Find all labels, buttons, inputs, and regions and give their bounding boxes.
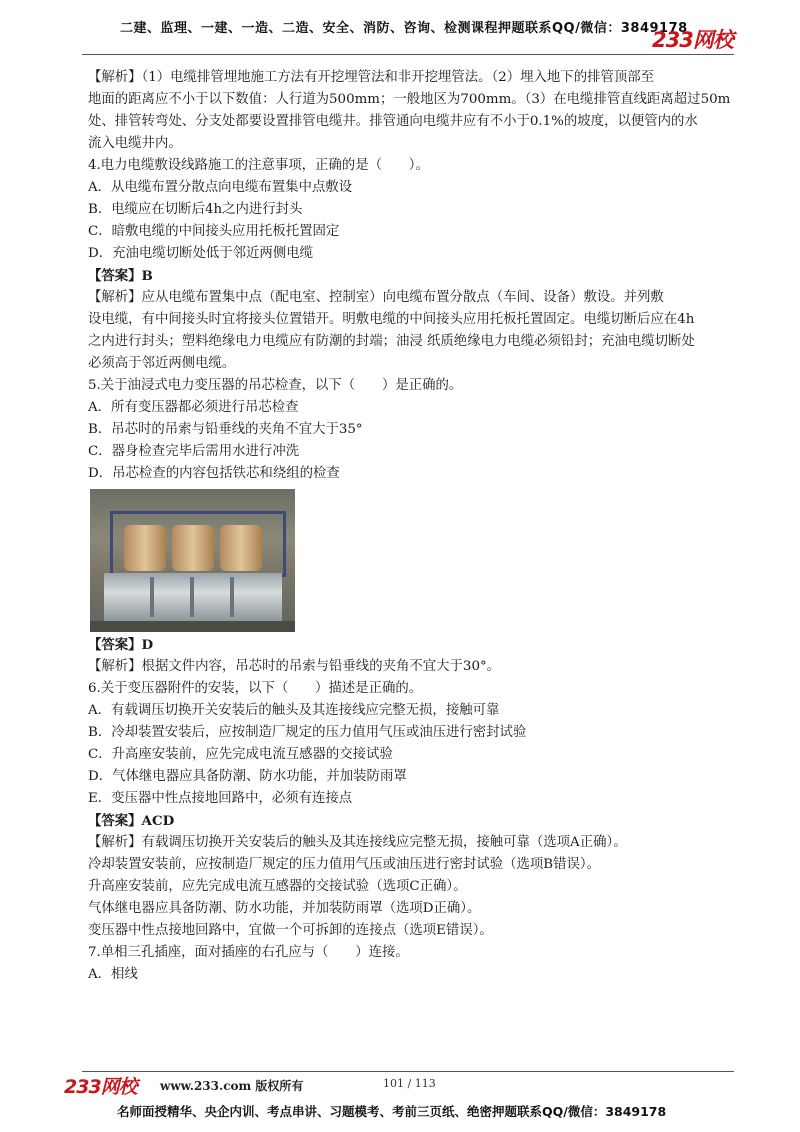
q4-option-b: B．电缆应在切断后4h之内进行封头	[88, 202, 303, 217]
coil-middle	[172, 525, 214, 571]
explanation-q3-line2: 地面的距离应不小于以下数值：人行道为500mm；一般地区为700mm。（3）在电缆排管直线距离超过50m	[88, 92, 731, 107]
question-7: 7.单相三孔插座，面对插座的右孔应与（ ）连接。	[88, 945, 409, 960]
q5-option-c: C．器身检查完毕后需用水进行冲洗	[88, 444, 300, 459]
q4-explanation-line3: 之内进行封头；塑料绝缘电力电缆应有防潮的封端；油浸 纸质绝缘电力电缆必须铅封；充油电缆切断处	[88, 334, 695, 349]
q4-explanation-line2: 设电缆，有中间接头时宜将接头位置错开。明敷电缆的中间接头应用托板托置固定。电缆切断后应在4h	[88, 312, 695, 327]
footer-brand-logo: 233网校	[64, 1076, 137, 1098]
q4-explanation-line1: 【解析】应从电缆布置集中点（配电室、控制室）向电缆布置分散点（车间、设备）敷设。并列敷	[88, 290, 664, 305]
explanation-q3-line4: 流入电缆井内。	[88, 136, 182, 151]
q6-option-e: E．变压器中性点接地回路中，必须有连接点	[88, 791, 353, 806]
coil-right	[220, 525, 262, 571]
q6-option-b: B．冷却装置安装后，应按制造厂规定的压力值用气压或油压进行密封试验	[88, 725, 527, 740]
q5-option-d: D．吊芯检查的内容包括铁芯和绕组的检查	[88, 466, 340, 481]
header-divider	[82, 54, 734, 55]
q5-option-b: B．吊芯时的吊索与铅垂线的夹角不宜大于35°	[88, 422, 363, 437]
question-5: 5.关于油浸式电力变压器的吊芯检查，以下（ ）是正确的。	[88, 378, 463, 393]
q7-option-a: A．相线	[88, 967, 138, 982]
header-contact-text: 二建、监理、一建、一造、二造、安全、消防、咨询、检测课程押题联系QQ/微信：3849178	[120, 21, 688, 36]
explanation-q3-line1: 【解析】（1）电缆排管埋地施工方法有开挖埋管法和非开挖埋管法。（2）埋入地下的排管顶部至	[88, 70, 655, 85]
q4-option-d: D．充油电缆切断处低于邻近两侧电缆	[88, 246, 313, 261]
q6-explanation-line4: 气体继电器应具备防潮、防水功能，并加装防雨罩（选项D正确）。	[88, 901, 481, 916]
base-rail	[90, 621, 295, 632]
q6-explanation-line5: 变压器中性点接地回路中，宜做一个可拆卸的连接点（选项E错误）。	[88, 923, 493, 938]
q6-explanation-line3: 升高座安装前，应先完成电流互感器的交接试验（选项C正确）。	[88, 879, 467, 894]
page-header	[0, 0, 800, 58]
question-4: 4.电力电缆敷设线路施工的注意事项，正确的是（ ）。	[88, 158, 429, 173]
q5-option-a: A．所有变压器都必须进行吊芯检查	[88, 400, 299, 415]
q6-option-c: C．升高座安装前，应先完成电流互感器的交接试验	[88, 747, 393, 762]
coil-left	[124, 525, 166, 571]
page-number: 101 / 113	[383, 1077, 436, 1090]
q6-option-a: A．有载调压切换开关安装后的触头及其连接线应完整无损，接触可靠	[88, 703, 500, 718]
q4-explanation-line4: 必须高于邻近两侧电缆。	[88, 356, 236, 371]
q6-explanation-line1: 【解析】有载调压切换开关安装后的触头及其连接线应完整无损，接触可靠（选项A正确）。	[88, 835, 627, 850]
q6-explanation-line2: 冷却装置安装前，应按制造厂规定的压力值用气压或油压进行密封试验（选项B错误）。	[88, 857, 600, 872]
pipe	[190, 577, 194, 617]
q4-option-a: A．从电缆布置分散点向电缆布置集中点敷设	[88, 180, 353, 195]
q6-answer: 【答案】ACD	[88, 813, 175, 829]
q4-option-c: C．暗敷电缆的中间接头应用托板托置固定	[88, 224, 340, 239]
q6-option-d: D．气体继电器应具备防潮、防水功能，并加装防雨罩	[88, 769, 407, 784]
footer-copyright: www.233.com 版权所有	[160, 1079, 304, 1093]
q5-explanation: 【解析】根据文件内容，吊芯时的吊索与铅垂线的夹角不宜大于30°。	[88, 659, 501, 674]
q5-answer: 【答案】D	[88, 637, 154, 653]
transformer-core-photo	[90, 489, 295, 632]
pipe	[230, 577, 234, 617]
footer-divider	[82, 1071, 734, 1072]
explanation-q3-line3: 处、排管转弯处、分支处都要设置排管电缆井。排管通向电缆井应有不小于0.1%的坡度，以便管内的水	[88, 114, 698, 129]
pipe	[150, 577, 154, 617]
document-body	[88, 67, 738, 986]
q4-answer: 【答案】B	[88, 268, 153, 284]
question-6: 6.关于变压器附件的安装，以下（ ）描述是正确的。	[88, 681, 423, 696]
brand-logo: 233网校	[652, 28, 733, 52]
footer-contact-text: 名师面授精华、央企内训、考点串讲、习题模考、考前三页纸、绝密押题联系QQ/微信：3849178	[117, 1104, 667, 1119]
